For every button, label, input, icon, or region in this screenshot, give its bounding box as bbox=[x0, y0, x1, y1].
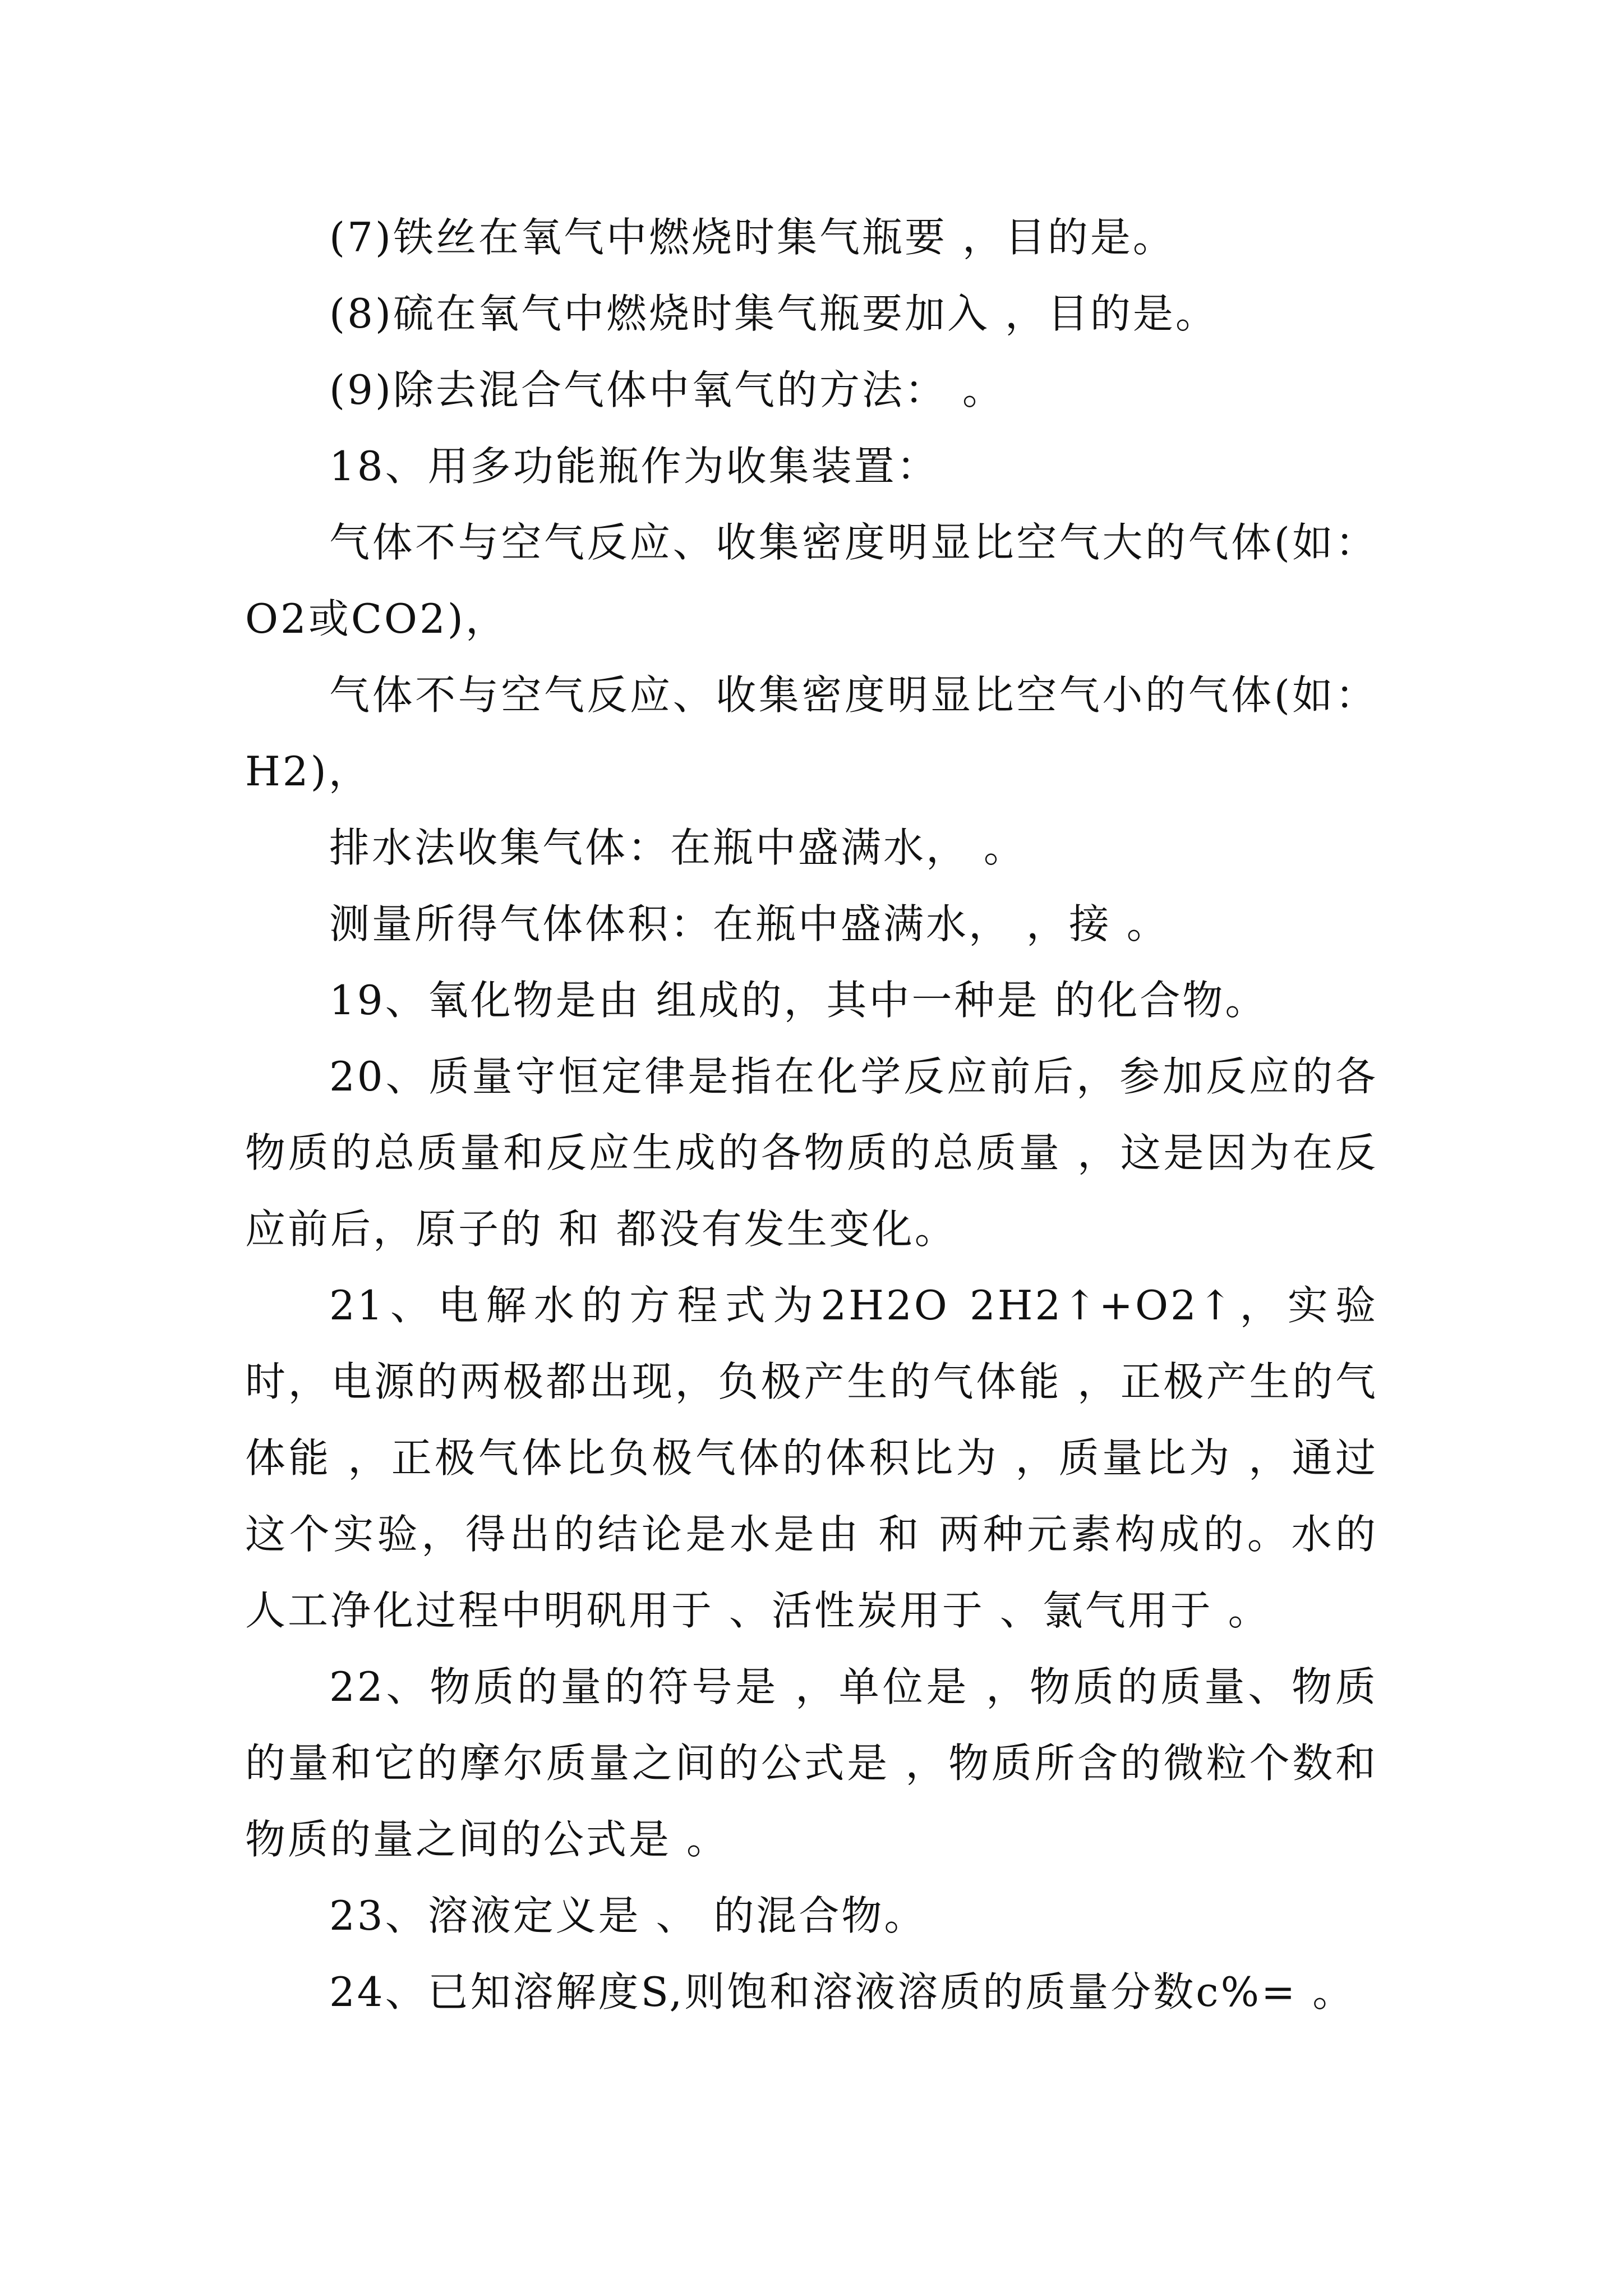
document-page bbox=[245, 199, 1378, 2030]
paragraph-item-7: (7)铁丝在氧气中燃烧时集气瓶要 ，目的是。 bbox=[329, 214, 1175, 261]
measure-gas-volume: 测量所得气体体积：在瓶中盛满水， ，接 。 bbox=[329, 900, 1169, 947]
question-23: 23、溶液定义是 、 的混合物。 bbox=[329, 1892, 927, 1939]
question-20: 20、质量守恒定律是指在化学反应前后，参加反应的各物质的总质量和反应生成的各物质的总质量 ，这是因为在反应前后，原子的 和 都没有发生变化。 bbox=[245, 1053, 1378, 1253]
collect-light-gas: 气体不与空气反应、收集密度明显比空气小的气体(如：H2)， bbox=[245, 671, 1378, 795]
question-22: 22、物质的量的符号是 ，单位是 ，物质的质量、物质的量和它的摩尔质量之间的公式是 ，物质所含的微粒个数和物质的量之间的公式是 。 bbox=[245, 1663, 1378, 1863]
question-21: 21、电解水的方程式为2H2O 2H2↑+O2↑，实验时，电源的两极都出现，负极产生的气体能 ，正极产生的气体能 ，正极气体比负极气体的体积比为 ，质量比为 ，通过这个实验，得出的结论是水是由 和 两种元素构成的。水的人工净化过程中明矾用于 、活性炭用于 、氯气用于 。 bbox=[245, 1282, 1378, 1634]
question-24: 24、已知溶解度S,则饱和溶液溶质的质量分数c%= 。 bbox=[329, 1968, 1355, 2016]
paragraph-item-9: (9)除去混合气体中氧气的方法： 。 bbox=[329, 366, 1005, 413]
question-19: 19、氧化物是由 组成的，其中一种是 的化合物。 bbox=[329, 977, 1268, 1024]
question-18: 18、用多功能瓶作为收集装置： bbox=[329, 443, 939, 490]
collect-heavy-gas: 气体不与空气反应、收集密度明显比空气大的气体(如：O2或CO2)， bbox=[245, 519, 1378, 642]
paragraph-item-8: (8)硫在氧气中燃烧时集气瓶要加入 ，目的是。 bbox=[329, 290, 1218, 337]
water-displacement: 排水法收集气体：在瓶中盛满水， 。 bbox=[329, 824, 1026, 871]
